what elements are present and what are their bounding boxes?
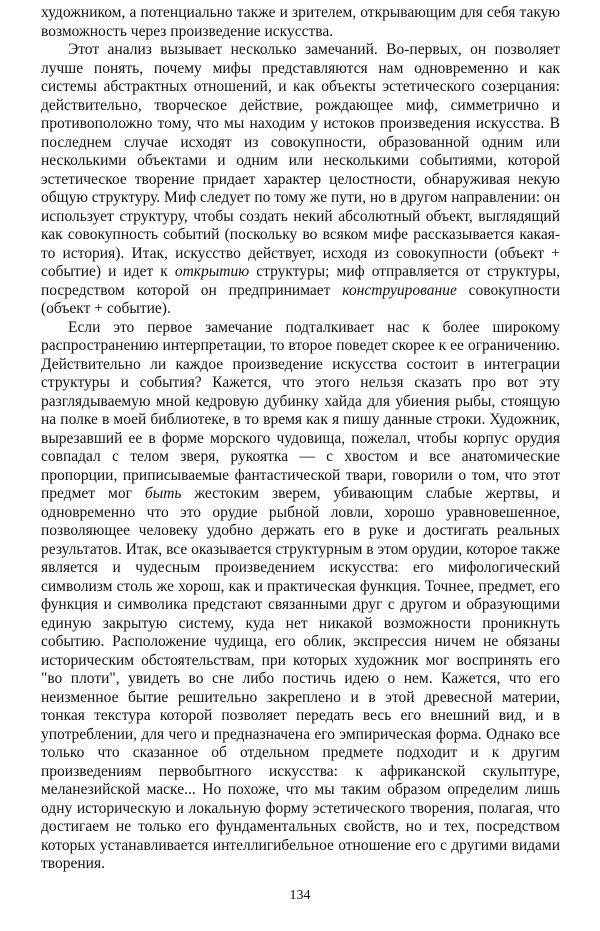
text-run: совокупности (объект + событие). bbox=[41, 281, 560, 317]
paragraph bbox=[41, 319, 560, 874]
text-run: Этот анализ вызывает несколько замечаний. Во-первых, он позволяет лучше понять, почему мифы представляются нам одновременно и как системы абстрактных отношений, и как объекты эстетического созерцания: действительно, творческое действие, рождающее миф, симметрично и противоположно тому, что мы находим у истоков произведения искусства. В последнем случае исходят из совокупности, образованной одним или несколькими объектами и одним или несколькими событиями, которой эстетическое творение придает характер целостности, обнаруживая некую общую структуру. Миф следует по тому же пути, но в другом направлении: он использует структуру, чтобы создать некий абсолютный объект, выглядящий как совокупность событий (поскольку во всяком мифе рассказывается какая-то история). Итак, искусство действует, исходя из совокупности (объект + событие) и идет к bbox=[41, 41, 560, 280]
paragraph bbox=[41, 4, 560, 41]
text-run: художником, а потенциально также и зрителем, открывающим для себя такую возможность через произведение искусства. bbox=[41, 4, 560, 40]
text-run: структуры; миф отправляется от структуры, посредством которой он предпринимает bbox=[41, 263, 560, 299]
body-text bbox=[41, 4, 560, 874]
text-run: жестоким зверем, убивающим слабые жертвы, и одновременно что это орудие рыбной ловли, хорошо уравновешенное, позволяющее человеку удобно держать его в руке и достигать реальных результатов. Итак, все оказывается структурным в этом орудии, которое также является и чудесным произведением искусства: его мифологический символизм столь же хорош, как и практическая функция. Точнее, предмет, его функция и символика предстают связанными друг с другом и образующими единую закрытую систему, куда нет никакой возможности проникнуть событию. Расположение чудища, его облик, экспрессия ничем не обязаны историческим обстоятельствам, при которых художник мог воспринять его "во плоти", увидеть во сне либо постичь идею о нем. Кажется, что его неизменное бытие решительно закреплено и в этой древесной материи, тонкая текстура которой позволяет передать весь его внешний вид, и в употреблении, для чего и предназначена его эмпирическая форма. Однако все только что сказанное об отдельном предмете подходит и к другим произведениям первобытного искусства: к африканской скульптуре, меланезийской маске... Но похоже, что мы таким образом определим лишь одну историческую и локальную форму эстетического творения, полагая, что достигаем не только его фундаментальных свойств, но и тех, посредством которых устанавливается интеллигибельное отношение его с другими видами творения. bbox=[41, 485, 560, 872]
page-number: 134 bbox=[289, 888, 311, 903]
italic-term: открытию bbox=[174, 263, 250, 280]
text-run: Если это первое замечание подталкивает нас к более широкому распространению интерпретации, то второе поведет скорее к ее ограничению. Действительно ли каждое произведение искусства состоит в интеграции структуры и события? Кажется, что этого нельзя сказать про вот эту разглядываемую мной кедровую дубинку хайда для убиения рыбы, стоящую на полке в моей библиотеке, в то время как я пишу данные строки. Художник, вырезавший ее в форме морского чудовища, пожелал, чтобы корпус орудия совпадал с телом зверя, рукоятка — с хвостом и все анатомические пропорции, приписываемые фантастической твари, говорили о том, что этот предмет мог bbox=[41, 318, 560, 502]
italic-term: конструирование bbox=[342, 281, 457, 299]
paragraph bbox=[41, 41, 560, 319]
italic-term: быть bbox=[144, 485, 182, 502]
